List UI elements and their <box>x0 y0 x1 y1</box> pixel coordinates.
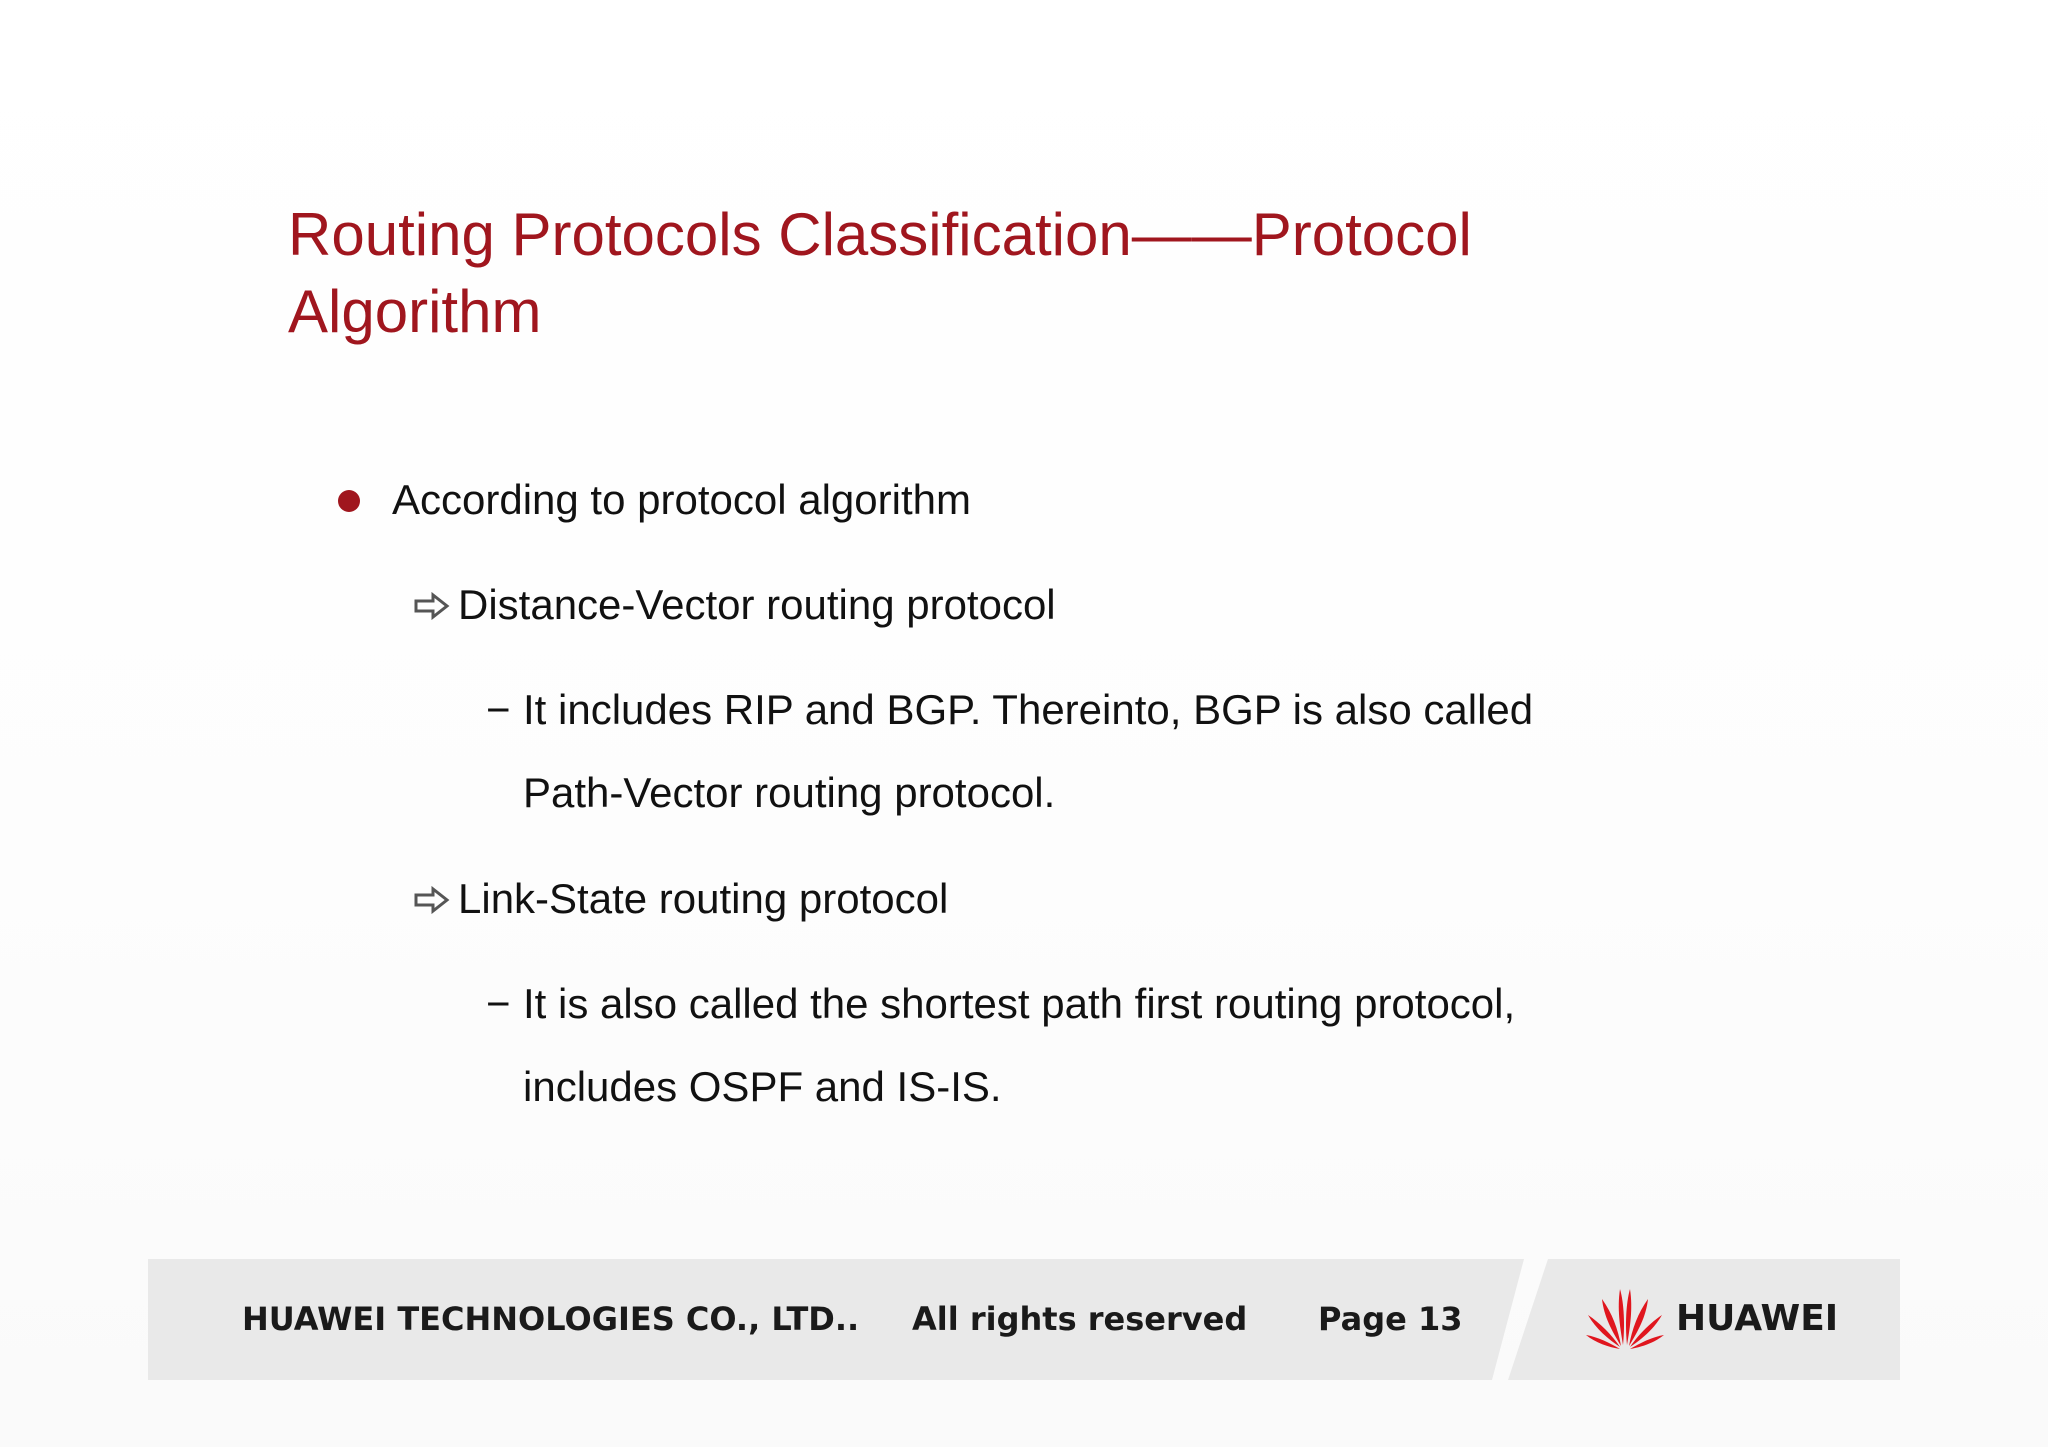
footer-company: HUAWEI TECHNOLOGIES CO., LTD.. <box>242 1300 860 1338</box>
huawei-flower-icon <box>1584 1283 1666 1355</box>
ls-heading: Link-State routing protocol <box>458 875 949 922</box>
bullet-level1-text: According to protocol algorithm <box>392 476 971 523</box>
huawei-logo <box>1584 1283 1854 1355</box>
slide-title-line-2: Algorithm <box>288 278 542 345</box>
bullet-dot-icon <box>338 490 360 512</box>
footer-rights: All rights reserved <box>912 1300 1248 1338</box>
footer-page-number: Page 13 <box>1318 1300 1463 1338</box>
arrow-right-icon <box>414 592 450 620</box>
dash-marker: − <box>486 980 511 1027</box>
dv-heading: Distance-Vector routing protocol <box>458 581 1056 628</box>
dash-marker: − <box>486 686 511 733</box>
dv-detail-line-1: It includes RIP and BGP. Thereinto, BGP is also called <box>523 686 1534 733</box>
ls-detail-line-2: includes OSPF and IS-IS. <box>523 1063 1002 1110</box>
ls-detail-line-1: It is also called the shortest path first routing protocol, <box>523 980 1516 1027</box>
slide-title-line-1: Routing Protocols Classification——Protocol <box>288 201 1472 268</box>
arrow-right-icon <box>414 886 450 914</box>
slide-title <box>288 196 1588 350</box>
huawei-wordmark: HUAWEI <box>1676 1298 1839 1339</box>
dv-detail-line-2: Path-Vector routing protocol. <box>523 769 1056 816</box>
footer-bar <box>148 1259 1900 1380</box>
